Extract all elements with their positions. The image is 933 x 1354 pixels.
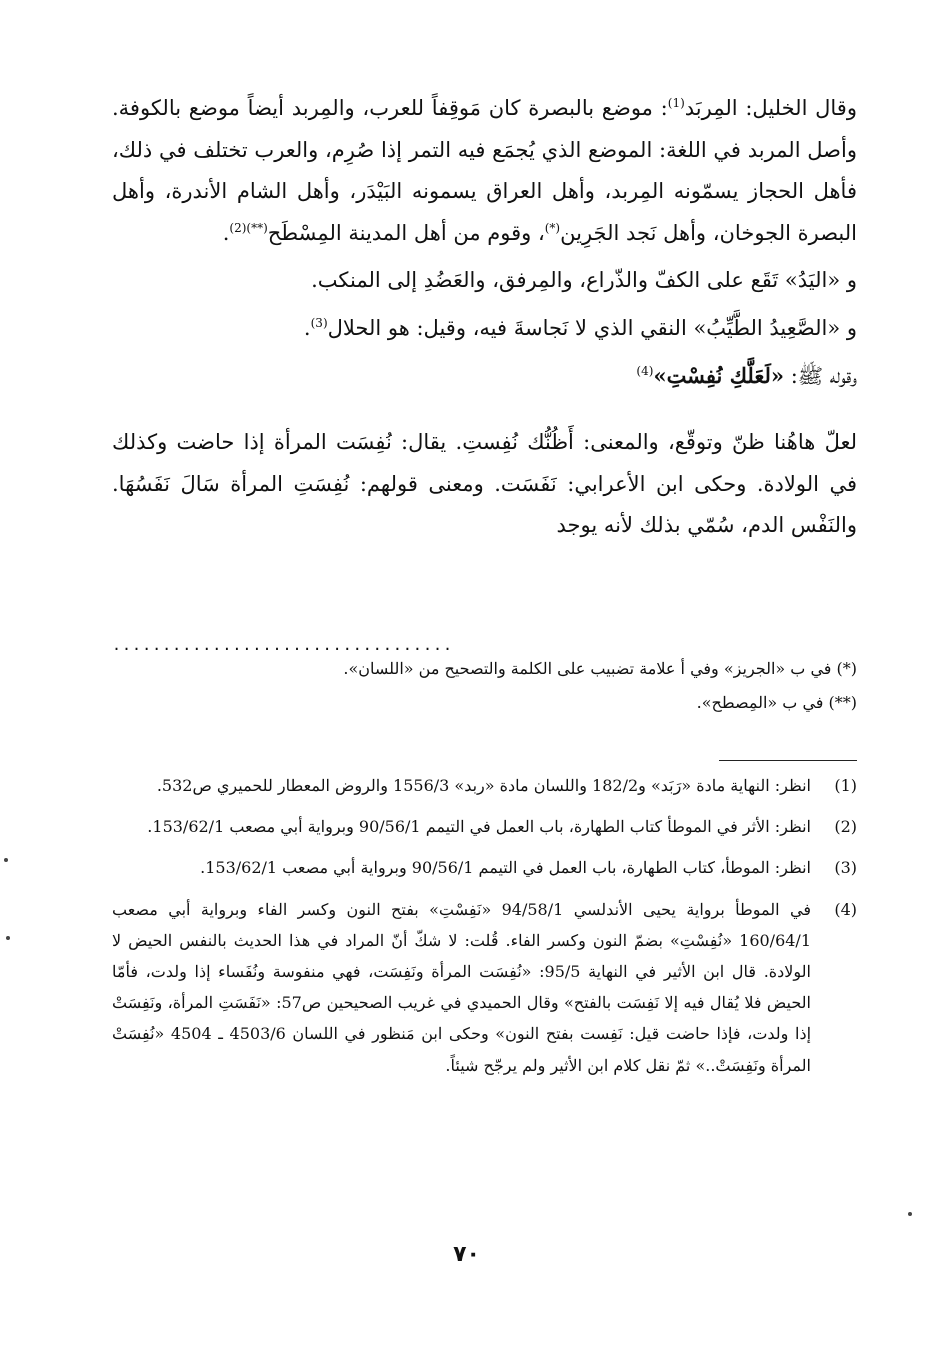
main-text [112, 88, 857, 547]
dotted-separator: .................................. [112, 636, 454, 654]
footnotes [112, 770, 857, 1091]
text-segment: و «الصَّعِيدُ الطَّيِّبُ» النقي الذي لا نَجاسةَ فيه، وقيل: هو الحلال [327, 315, 857, 340]
page-number: ٧٠ [453, 1242, 480, 1267]
scan-speck [908, 1212, 912, 1216]
footnote-item [112, 811, 857, 842]
footnote-ref-3: (3) [310, 315, 328, 330]
footnote-text: انظر: الأثر في الموطأ كتاب الطهارة، باب العمل في التيمم 90/56/1 وبرواية أبي مصعب 153/62/1. [147, 817, 811, 837]
paragraph-hadith [112, 355, 857, 398]
marginal-notes [112, 652, 857, 719]
footnote-item [112, 852, 857, 883]
scan-speck [4, 858, 8, 862]
scan-speck [6, 936, 10, 940]
marginal-note: (**) في ب «المِصطح». [696, 692, 857, 712]
footnote-number: (2) [834, 817, 857, 837]
text-segment: . [303, 315, 311, 340]
footnote-rule [719, 760, 857, 761]
text-segment: : موضع بالبصرة كان مَوقِفاً للعرب، والمِربد أيضاً موضع بالكوفة. وأصل المربد في اللغة: الموضع الذي يُجمَع فيه التمر إذا صُرِم، والعرب تختلف في ذلك، فأهل الحجاز يسمّونه المِربد، وأهل العراق يسمونه البَيْدَر، وأهل الشام الأندرة، وأهل البصرة الجوخان، وأهل نَجد الجَرِين [112, 96, 857, 245]
footnote-text: انظر: النهاية مادة «رَبَد» و182/2 واللسان مادة «ربد» 1556/3 والروض المعطار للحميري ص532. [156, 776, 811, 795]
footnote-item [112, 770, 857, 801]
footnote-ref-4: (4) [636, 364, 654, 379]
text-segment: وقوله ﷺ: [784, 364, 857, 389]
paragraph-marbad [112, 88, 857, 254]
footnote-number: (4) [834, 899, 857, 919]
marginal-note: (*) في ب «الجريز» وفي أ علامة تضبيب على الكلمة والتصحيح من «اللسان». [343, 659, 857, 678]
footnote-ref-2: (**)(2) [229, 220, 268, 235]
paragraph-explanation: لعلّ هاهُنا ظنّ وتوقّع، والمعنى: أَظُنُّك نُفِستِ. يقال: نُفِسَت المرأة إذا حاضت وكذلك في الولادة. وحكى ابن الأعرابي: نَفَسَت. ومعنى قولهم: نُفِسَتِ المرأة سَالَ نَفَسُهَا. والنَفْس الدم، سُمّي بذلك لأنه يوجد [112, 430, 857, 538]
footnote-number: (3) [834, 858, 857, 878]
hadith-quote: «لَعَلَّكِ نُفِسْتِ» [653, 363, 785, 389]
text-segment: . [222, 220, 230, 245]
footnote-text: انظر: الموطأ، كتاب الطهارة، باب العمل في التيمم 90/56/1 وبرواية أبي مصعب 153/62/1. [200, 858, 811, 878]
paragraph-yad: و «اليَدُ» تَقَع على الكفّ والذّراع، والمِرفق، والعَضُدِ إلى المنكب. [311, 268, 857, 293]
text-segment: وقال الخليل: المِربَد [684, 96, 857, 120]
footnote-item [112, 894, 857, 1081]
footnote-number: (1) [834, 776, 857, 795]
paragraph-saeed [112, 308, 857, 350]
marginal-ref-star: (*) [544, 220, 561, 235]
footnote-ref-1: (1) [667, 96, 685, 110]
text-segment: ، وقوم من أهل المدينة المِسْطَح [267, 220, 545, 245]
footnote-text: في الموطأ برواية يحيى الأندلسي 94/58/1 «نَفِسْتِ» بفتح النون وكسر الفاء وبرواية أبي مصعب 160/64/1 «نُفِسْتِ» بضمّ النون وكسر الفاء. قُلت: لا شكّ أنّ المراد في هذا الحديث بالنفس الحيض لا الولادة. قال ابن الأثير في النهاية 95/5: «نُفِسَت المرأة ونَفِسَت، فهي منفوسة ونُفَساء إذا ولدت، فأمّا الحيض فلا يُقال فيه إلا نَفِسَت بالفتح» وقال الحميدي في غريب الصحيحين ص57: «نَفَسَتِ المرأة، ونَفِسَتْ إذا ولدت، فإذا حاضت قيل: نَفِست بفتح النون» وحكى ابن مَنظور في اللسان 4503/6 ـ 4504 «نُفِسَتْ المرأة ونَفِسَتْ..» ثمّ نقل كلام ابن الأثير ولم يرجّح شيئاً. [112, 899, 812, 1075]
